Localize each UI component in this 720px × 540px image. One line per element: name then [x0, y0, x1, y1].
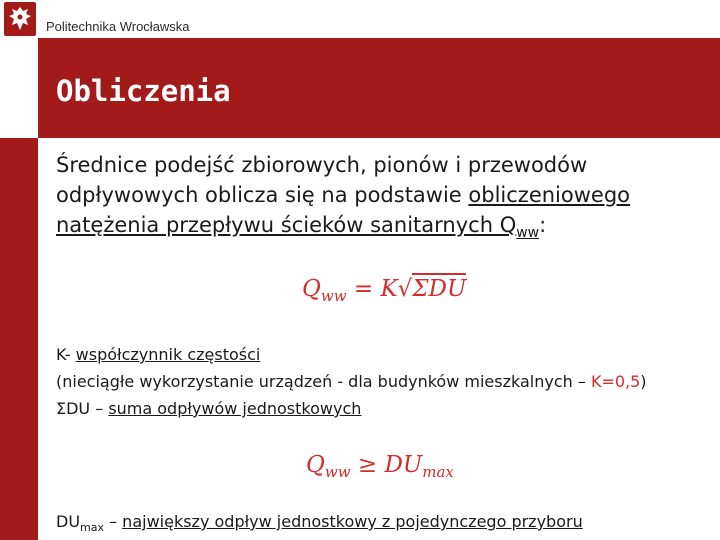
intro-line-3-colon: : — [539, 213, 547, 237]
intro-line-3-subscript: ww — [516, 225, 540, 241]
definition-k — [56, 341, 696, 368]
definition-k-value: K=0,5 — [590, 372, 641, 391]
title-band — [38, 38, 720, 138]
definition-dumax-text: największy odpływ jednostkowy z pojedynczego przyboru — [122, 512, 583, 531]
left-red-rail — [0, 138, 38, 540]
intro-line-2-text: odpływowych oblicza się na podstawie — [56, 183, 469, 207]
definition-dumax-prefix: DU — [56, 512, 81, 531]
formula-qww-equals — [302, 276, 466, 305]
formula2-operator: ≥ DU — [350, 452, 423, 478]
definition-k-note-close: ) — [640, 372, 647, 391]
formula2-rhs-subscript: max — [422, 463, 454, 481]
definition-dumax-subscript: max — [80, 521, 104, 534]
eagle-emblem-icon — [4, 2, 36, 36]
definitions — [56, 341, 696, 422]
formula1-radicand: ΣDU — [412, 273, 466, 302]
intro-line-1: Średnice podejść zbiorowych, pionów i przewodów — [56, 153, 588, 177]
definition-k-note-text: (nieciągłe wykorzystanie urządzeń - dla budynków mieszkalnych – — [56, 372, 591, 391]
intro-line-3-text: natężenia przepływu ścieków sanitarnych Q — [56, 213, 517, 237]
sqrt-symbol: √ — [397, 276, 413, 302]
definition-k-prefix: K- — [56, 345, 76, 364]
definition-sdu — [56, 395, 696, 422]
formula2-lhs: Q — [306, 452, 325, 478]
definition-sdu-prefix: ΣDU – — [56, 399, 109, 418]
formula-qww-geq-dumax — [306, 452, 454, 481]
formula1-operator: = K — [346, 276, 398, 302]
definition-sdu-name: suma odpływów jednostkowych — [108, 399, 362, 418]
intro-line-3 — [56, 210, 676, 248]
formula2-lhs-subscript: ww — [324, 463, 351, 481]
slide-title: Obliczenia — [56, 74, 231, 108]
university-name: Politechnika Wrocławska — [46, 19, 190, 34]
intro-paragraph — [56, 150, 676, 248]
definition-k-note — [56, 368, 696, 395]
definition-dumax-dash: – — [104, 512, 123, 531]
formula1-lhs: Q — [302, 276, 321, 302]
definition-dumax — [56, 510, 696, 540]
top-bar — [0, 0, 720, 38]
definition-k-name: współczynnik częstości — [75, 345, 261, 364]
left-stripe — [0, 38, 38, 138]
intro-link-obliczeniowego: obliczeniowego — [468, 183, 631, 207]
intro-line-2 — [56, 180, 676, 210]
formula1-lhs-subscript: ww — [320, 287, 347, 305]
